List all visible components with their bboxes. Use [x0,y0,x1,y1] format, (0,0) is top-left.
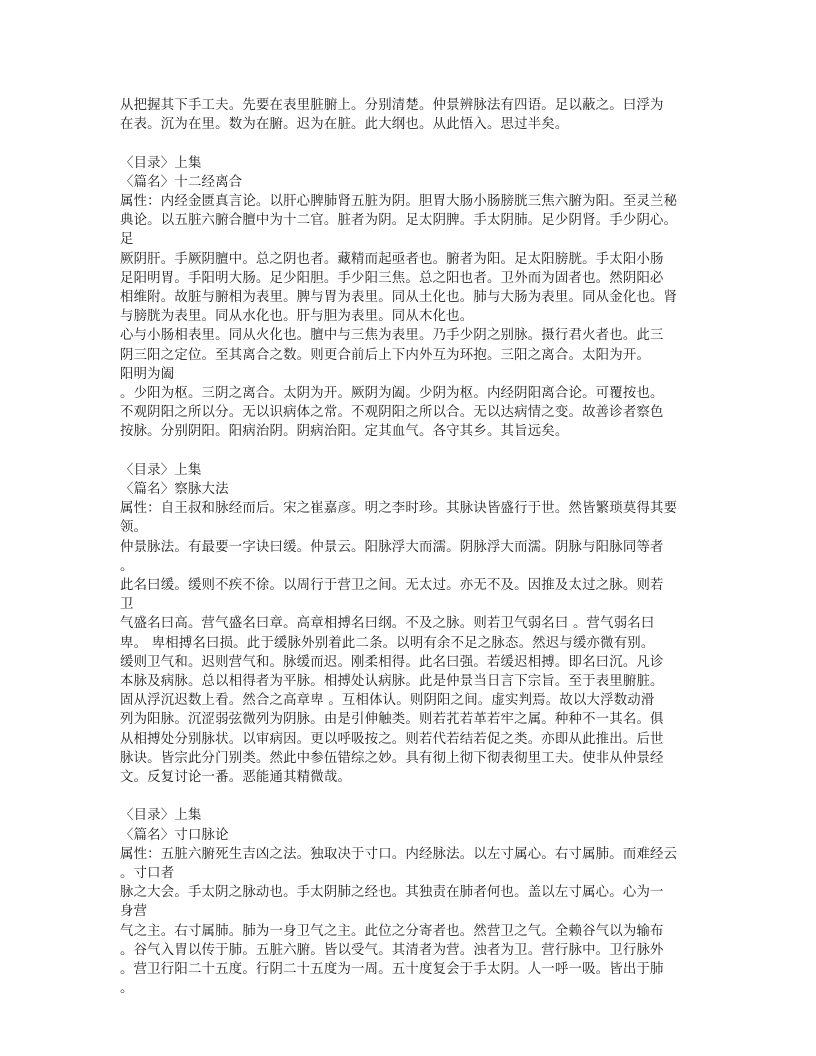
text-line: 典论。以五脏六腑合膻中为十二官。脏者为阴。足太阴脾。手太阴肺。足少阴肾。手少阴心。 [120,213,678,229]
text-line: 足阳明胃。手阳明大肠。足少阳胆。手少阳三焦。总之阳也者。卫外而为固者也。然阴阳必 [120,270,664,286]
text-line: 缓则卫气和。迟则营气和。脉缓而迟。刚柔相得。此名曰强。若缓迟相搏。即名曰沉。凡诊 [120,654,664,670]
paragraph-block [120,806,696,998]
text-line: 厥阴肝。手厥阴膻中。总之阴也者。藏精而起亟者也。腑者为阳。足太阳膀胱。手太阳小肠 [120,251,664,267]
text-line: 领。 [120,520,148,536]
text-line: 。 [120,981,134,997]
text-line: 相维附。故脏与腑相为表里。脾与胃为表里。同从土化也。肺与大肠为表里。同从金化也。肾 [120,290,678,306]
text-line: 卫 [120,597,134,613]
paragraph-block [120,96,696,134]
text-line: 属性：自王叔和脉经而后。宋之崔嘉彦。明之李时珍。其脉诀皆盛行于世。然皆繁琐莫得其要 [120,501,678,517]
text-line: 。寸口者 [120,866,175,882]
text-line: 。少阳为枢。三阴之离合。太阴为开。厥阴为阖。少阴为枢。内经阴阳离合论。可覆按也。 [120,386,664,402]
text-line: 列为阳脉。沉涩弱弦微列为阴脉。由是引伸触类。则若芤若革若牢之属。种种不一其名。俱 [120,712,664,728]
document-page [120,96,696,999]
paragraph-block [120,154,696,442]
text-line: 固从浮沉迟数上看。然合之高章卑 。互相体认。则阴阳之间。虚实判焉。故以大浮数动滑 [120,693,655,709]
text-line: 心与小肠相表里。同从火化也。膻中与三焦为表里。乃手少阴之别脉。摄行君火者也。此三 [120,328,664,344]
text-line: 从把握其下手工夫。先要在表里脏腑上。分别清楚。仲景辨脉法有四语。足以蔽之。曰浮为 [120,98,664,113]
text-line: 从相搏处分别脉状。以审病因。更以呼吸按之。则若代若结若促之类。亦即从此推出。后世 [120,731,664,747]
text-line: 阳明为阖 [120,366,175,382]
text-line: 卑。 卑相搏名曰损。此于缓脉外别着此二条。以明有余不足之脉态。然迟与缓亦微有别。 [120,635,655,651]
paragraph-block [120,461,696,787]
text-line: 本脉及病脉。总以相得者为平脉。相搏处认病脉。此是仲景当日言下宗旨。至于表里腑脏。 [120,674,664,690]
paragraph-gap [120,442,696,461]
text-line: 仲景脉法。有最要一字诀曰缓。仲景云。阳脉浮大而濡。阴脉浮大而濡。阴脉与阳脉同等者 [120,539,664,555]
text-line: 。谷气入胃以传于肺。五脏六腑。皆以受气。其清者为营。浊者为卫。营行脉中。卫行脉外 [120,942,664,958]
text-line: 阴三阳之定位。至其离合之数。则更合前后上下内外互为环抱。三阳之离合。太阳为开。 [120,347,651,363]
text-line: 。营卫行阳二十五度。行阴二十五度为一周。五十度复会于手太阴。人一呼一吸。皆出于肺 [120,962,664,978]
text-line: 〈篇名〉寸口脉论 [120,827,229,843]
text-line: 按脉。分别阴阳。阳病治阴。阴病治阳。定其血气。各守其乡。其旨远矣。 [120,424,569,440]
text-line: 脉之大会。手太阴之脉动也。手太阴肺之经也。其独责在肺者何也。盖以左寸属心。心为一 [120,885,664,901]
text-line: 足 [120,232,134,248]
text-line: 〈目录〉上集 [120,808,202,824]
text-line: 属性：五脏六腑死生吉凶之法。独取决于寸口。内经脉法。以左寸属心。右寸属肺。而难经云 [120,846,678,862]
text-line: 属性：内经金匮真言论。以肝心脾肺肾五脏为阴。胆胃大肠小肠膀胱三焦六腑为阳。至灵兰秘 [120,194,678,209]
text-line: 〈目录〉上集 [120,155,202,171]
text-line: 与膀胱为表里。同从水化也。肝与胆为表里。同从木化也。 [120,309,474,325]
text-line: 气之主。右寸属肺。肺为一身卫气之主。此位之分寄者也。然营卫之气。全赖谷气以为输布 [120,923,664,939]
text-line: 〈目录〉上集 [120,462,202,478]
text-line: 气盛名曰高。营气盛名曰章。高章相搏名曰纲。不及之脉。则若卫气弱名曰 。营气弱名曰 [120,616,655,632]
text-line: 身营 [120,904,148,920]
text-line: 〈篇名〉察脉大法 [120,482,229,498]
text-line: 此名曰缓。缓则不疾不徐。以周行于营卫之间。无太过。亦无不及。因推及太过之脉。则若 [120,578,664,594]
text-line: 。 [120,558,134,574]
paragraph-gap [120,787,696,806]
text-line: 〈篇名〉十二经离合 [120,174,243,190]
text-line: 文。反复讨论一番。恶能通其精微哉。 [120,770,352,786]
text-line: 脉诀。皆宗此分门别类。然此中参伍错综之妙。具有彻上彻下彻表彻里工夫。使非从仲景经 [120,750,664,766]
text-line: 不观阴阳之所以分。无以识病体之常。不观阴阳之所以合。无以达病情之变。故善诊者察色 [120,405,664,421]
text-line: 在表。沉为在里。数为在腑。迟为在脏。此大纲也。从此悟入。思过半矣。 [120,117,569,133]
paragraph-gap [120,134,696,153]
